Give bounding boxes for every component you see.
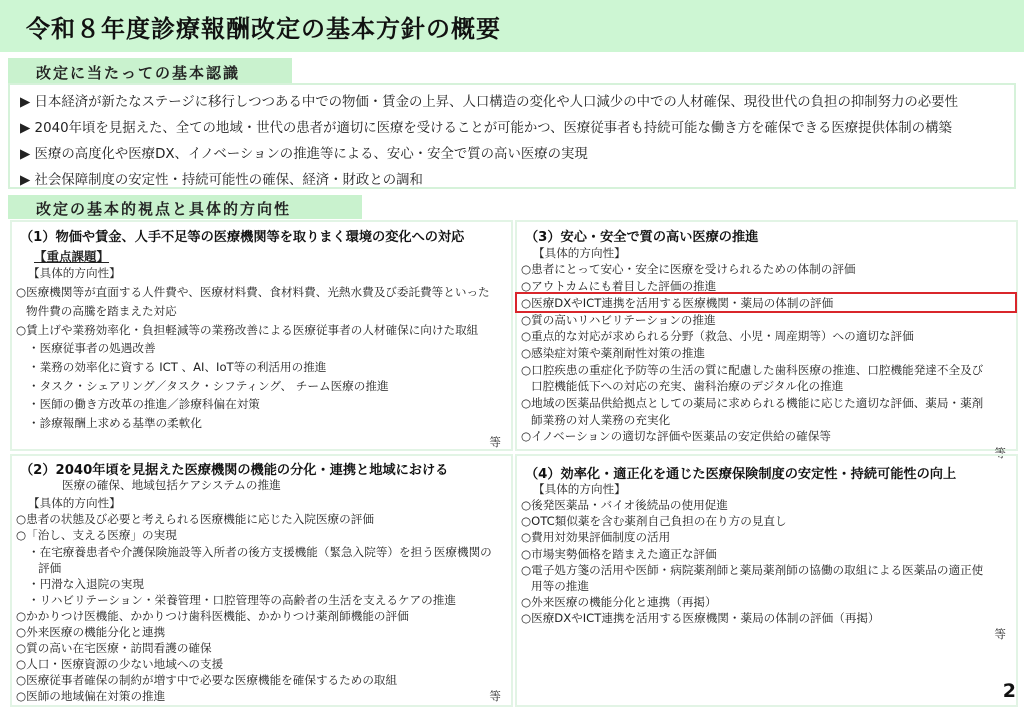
perspective-box-4: [515, 454, 1018, 707]
list-item: ○市場実勢価格を踏まえた適正な評価: [521, 546, 717, 561]
list-item: ○外来医療の機能分化と連携: [16, 625, 166, 639]
recognition-bullet: ▶ 日本経済が新たなステージに移行しつつある中での物価・賃金の上昇、人口構造の変化や人口減少の中での人材確保、現役世代の負担の抑制努力の必要性: [20, 95, 958, 110]
perspective-box-1: [10, 220, 513, 451]
list-item: ○患者の状態及び必要と考えられる医療機能に応じた入院医療の評価: [16, 512, 374, 527]
recognition-box: [8, 83, 1016, 189]
list-item-continued: 口腔機能低下への対応の充実、歯科治療のデジタル化の推進: [531, 379, 844, 394]
list-item: ○感染症対策や薬剤耐性対策の推進: [521, 345, 706, 360]
etc-label: 等: [994, 446, 1006, 461]
list-item: ○イノベーションの適切な評価や医薬品の安定供給の確保等: [521, 429, 831, 444]
sub-item: ・タスク・シェアリング／タスク・シフティング、 チーム医療の推進: [28, 378, 389, 393]
list-item-continued: 師業務の対人業務の充実化: [531, 412, 671, 427]
list-item: ○アウトカムにも着目した評価の推進: [521, 279, 717, 294]
list-item: ○人口・医療資源の少ない地域への支援: [16, 657, 224, 672]
direction-label: 【具体的方向性】: [533, 245, 626, 260]
sub-item: ・在宅療養患者や介護保険施設等入所者の後方支援機能（緊急入院等）を担う医療機関の: [28, 544, 492, 559]
list-item: ○賃上げや業務効率化・負担軽減等の業務改善による医療従事者の人材確保に向けた取組: [16, 322, 479, 337]
box-title: （4）効率化・適正化を通じた医療保険制度の安定性・持続可能性の向上: [525, 467, 957, 482]
list-item: ○患者にとって安心・安全に医療を受けられるための体制の評価: [521, 262, 856, 277]
sub-item: ・円滑な入退院の実現: [28, 576, 144, 591]
recognition-heading: 改定に当たっての基本認識: [36, 64, 241, 82]
perspective-box-2: [10, 454, 513, 707]
list-item: ○費用対効果評価制度の活用: [521, 530, 671, 545]
box-title: （3）安心・安全で質の高い医療の推進: [525, 230, 759, 245]
recognition-bullet: ▶ 医療の高度化や医療DX、イノベーションの推進等による、安心・安全で質の高い医療の実現: [20, 147, 588, 162]
perspectives-heading: 改定の基本的視点と具体的方向性: [36, 200, 292, 218]
etc-label: 等: [994, 627, 1006, 641]
list-item: ○医療DXやICT連携を活用する医療機関・薬局の体制の評価: [521, 295, 834, 310]
list-item: ○地域の医薬品供給拠点としての薬局に求められる機能に応じた適切な評価、薬局・薬剤: [521, 396, 984, 410]
page-number: 2: [1002, 680, 1016, 702]
sub-item: ・診療報酬上求める基準の柔軟化: [28, 416, 202, 430]
list-item: ○後発医薬品・バイオ後続品の使用促進: [521, 498, 728, 513]
list-item: ○質の高い在宅医療・訪問看護の確保: [16, 641, 212, 656]
sub-item-continued: 評価: [38, 560, 62, 575]
priority-label: 【重点課題】: [34, 248, 110, 264]
list-item: ○医療DXやICT連携を活用する医療機関・薬局の体制の評価（再掲）: [521, 610, 880, 625]
direction-label: 【具体的方向性】: [28, 496, 121, 511]
direction-label: 【具体的方向性】: [28, 266, 121, 281]
title-band: [0, 0, 1024, 52]
list-item-continued: 用等の推進: [531, 578, 589, 593]
list-item: ○口腔疾患の重症化予防等の生活の質に配慮した歯科医療の推進、口腔機能発達不全及び: [521, 362, 984, 377]
box-title: 医療の確保、地域包括ケアシステムの推進: [62, 478, 281, 493]
list-item: ○かかりつけ医機能、かかりつけ歯科医機能、かかりつけ薬剤師機能の評価: [16, 608, 409, 623]
recognition-heading-tab: [8, 58, 292, 84]
list-item: ○医療従事者確保の制約が増す中で必要な医療機能を確保するための取組: [16, 673, 398, 688]
list-item: ○外来医療の機能分化と連携（再掲）: [521, 594, 717, 609]
highlight-frame: [515, 292, 1017, 313]
sub-item: ・リハビリテーション・栄養管理・口腔管理等の高齢者の生活を支えるケアの推進: [28, 592, 456, 607]
recognition-bullet: ▶ 社会保障制度の安定性・持続可能性の確保、経済・財政との調和: [20, 173, 423, 188]
page-title: 令和８年度診療報酬改定の基本方針の概要: [26, 15, 501, 43]
perspectives-heading-tab: [8, 195, 362, 219]
box-title: （2）2040年頃を見据えた医療機関の機能の分化・連携と地域における: [20, 463, 449, 478]
list-item: ○質の高いリハビリテーションの推進: [521, 312, 716, 327]
list-item: ○医療機関等が直面する人件費や、医療材料費、食材料費、光熱水費及び委託費等といった: [16, 285, 490, 300]
sub-item: ・業務の効率化に資する ICT 、AI、IoT等の利活用の推進: [28, 359, 327, 374]
list-item: ○「治し、支える医療」の実現: [16, 528, 177, 543]
perspective-box-3: [515, 220, 1018, 461]
box-title: （1）物価や賃金、人手不足等の医療機関等を取りまく環境の変化への対応: [20, 230, 465, 245]
list-item: ○重点的な対応が求められる分野（救急、小児・周産期等）への適切な評価: [521, 329, 914, 344]
etc-label: 等: [489, 689, 501, 704]
etc-label: 等: [489, 434, 501, 449]
list-item-continued: 物件費の高騰を踏まえた対応: [26, 303, 177, 318]
list-item: ○OTC類似薬を含む薬剤自己負担の在り方の見直し: [521, 514, 787, 529]
sub-item: ・医療従事者の処遇改善: [28, 341, 156, 356]
list-item: ○電子処方箋の活用や医師・病院薬剤師と薬局薬剤師の協働の取組による医薬品の適正使: [521, 562, 984, 577]
direction-label: 【具体的方向性】: [533, 482, 626, 497]
list-item: ○医師の地域偏在対策の推進: [16, 689, 166, 704]
recognition-bullet: ▶ 2040年頃を見据えた、全ての地域・世代の患者が適切に医療を受けることが可能かつ、医療従事者も持続可能な働き方を確保できる医療提供体制の構築: [20, 121, 952, 136]
sub-item: ・医師の働き方改革の推進／診療科偏在対策: [28, 397, 260, 412]
